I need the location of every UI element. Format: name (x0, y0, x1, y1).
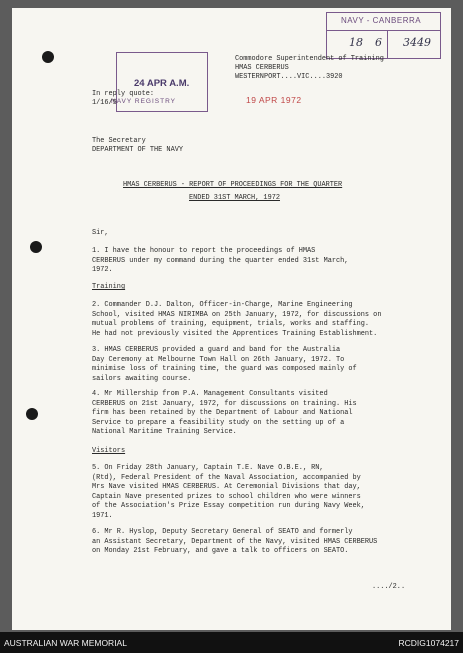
paragraph-line: an Assistant Secretary, Department of the Navy, visited HMAS CERBERUS (92, 537, 378, 546)
paragraph-3 (92, 346, 357, 384)
received-stamp-text: NAVY REGISTRY (111, 98, 177, 105)
paragraph-line: National Maritime Training Service. (92, 428, 237, 437)
subject-line-2: ENDED 31ST MARCH, 1972 (189, 194, 280, 202)
received-stamp (111, 52, 208, 112)
registry-stamp (326, 12, 441, 59)
paragraph-line: He had not previously visited the Apprentices Training Establishment. (92, 329, 378, 338)
punch-hole-middle (30, 241, 42, 253)
reply-quote-label: In reply quote: (92, 90, 155, 98)
paragraph-line: firm has been retained by the Department of Labour and National (92, 409, 353, 418)
paragraph-line: 5. On Friday 28th January, Captain T.E. Nave O.B.E., RN, (92, 464, 324, 472)
addressee-line-2: DEPARTMENT OF THE NAVY (92, 146, 183, 154)
continuation-marker: ..../2.. (372, 583, 406, 591)
registry-stamp-divider (327, 30, 440, 31)
paragraph-line: Captain Nave presented prizes to school children who were winners (92, 492, 361, 501)
paragraph-4 (92, 390, 357, 438)
paragraph-1 (92, 247, 348, 276)
paragraph-line: mutual problems of training, equipment, trials, works and staffing. (92, 320, 370, 329)
registry-stamp-num-1: 18 (349, 36, 363, 49)
paragraph-line: Mrs Nave visited HMAS CERBERUS. At Ceremonial Divisions that day, (92, 483, 361, 492)
paragraph-line: School, visited HMAS NIRIMBA on 25th January, 1972, for discussions on (92, 310, 382, 319)
paragraph-line: 1972. (92, 266, 113, 275)
registry-stamp-num-3: 3449 (403, 36, 431, 49)
paragraph-line: Day Ceremony at Melbourne Town Hall on 26th January, 1972. To (92, 355, 345, 364)
paragraph-line: of the Association's Prize Essay competition run during Navy Week, (92, 502, 365, 511)
punch-hole-top (42, 51, 54, 63)
received-stamp-date: 24 APR A.M. (134, 78, 190, 89)
sender-line-1: Commodore Superintendent of Training (235, 55, 384, 63)
paragraph-line: 3. HMAS CERBERUS provided a guard and band for the Australia (92, 346, 341, 354)
registry-stamp-label: NAVY - CANBERRA (341, 16, 422, 25)
salutation: Sir, (92, 229, 109, 237)
paragraph-line: 4. Mr Millership from P.A. Management Consultants visited (92, 390, 328, 398)
paragraph-line: (Rtd), Federal President of the Naval Association, accompanied by (92, 473, 361, 482)
registry-stamp-num-2: 6 (375, 36, 382, 49)
paragraph-line: 6. Mr R. Hyslop, Deputy Secretary General of SEATO and formerly (92, 528, 353, 536)
footer-record-id: RCDIG1074217 (398, 638, 459, 648)
heading-training: Training (92, 283, 126, 291)
heading-visitors: Visitors (92, 447, 126, 455)
paragraph-line: minimise loss of training time, the guard was composed mainly of (92, 365, 357, 374)
sender-line-2: HMAS CERBERUS (235, 64, 289, 72)
paragraph-line: CERBERUS under my command during the quarter ended 31st March, (92, 256, 349, 265)
sender-line-3: WESTERNPORT....VIC....3920 (235, 73, 343, 81)
paragraph-line: sailors awaiting course. (92, 374, 192, 383)
archive-footer (0, 632, 463, 653)
paragraph-line: Service to prepare a feasibility study on the setting up of a (92, 418, 345, 427)
paragraph-6 (92, 528, 377, 557)
date-stamp: 19 APR 1972 (246, 95, 302, 105)
paragraph-line: on Monday 21st February, and gave a talk to officers on SEATO. (92, 547, 349, 556)
punch-hole-lower (26, 408, 38, 420)
paragraph-5 (92, 464, 365, 522)
subject-line-1: HMAS CERBERUS - REPORT OF PROCEEDINGS FOR THE QUARTER (123, 181, 343, 189)
addressee-line-1: The Secretary (92, 137, 146, 145)
paragraph-line: CERBERUS on 21st January, 1972, for discussions on training. His (92, 399, 357, 408)
registry-stamp-cell-divider (387, 30, 388, 58)
footer-institution: AUSTRALIAN WAR MEMORIAL (4, 638, 127, 648)
paragraph-2 (92, 301, 381, 339)
paragraph-line: 1. I have the honour to report the proceedings of HMAS (92, 247, 316, 255)
reply-quote-ref: 1/16/5 (92, 99, 117, 107)
paragraph-line: 1971. (92, 511, 113, 520)
paragraph-line: 2. Commander D.J. Dalton, Officer-in-Charge, Marine Engineering (92, 301, 353, 309)
